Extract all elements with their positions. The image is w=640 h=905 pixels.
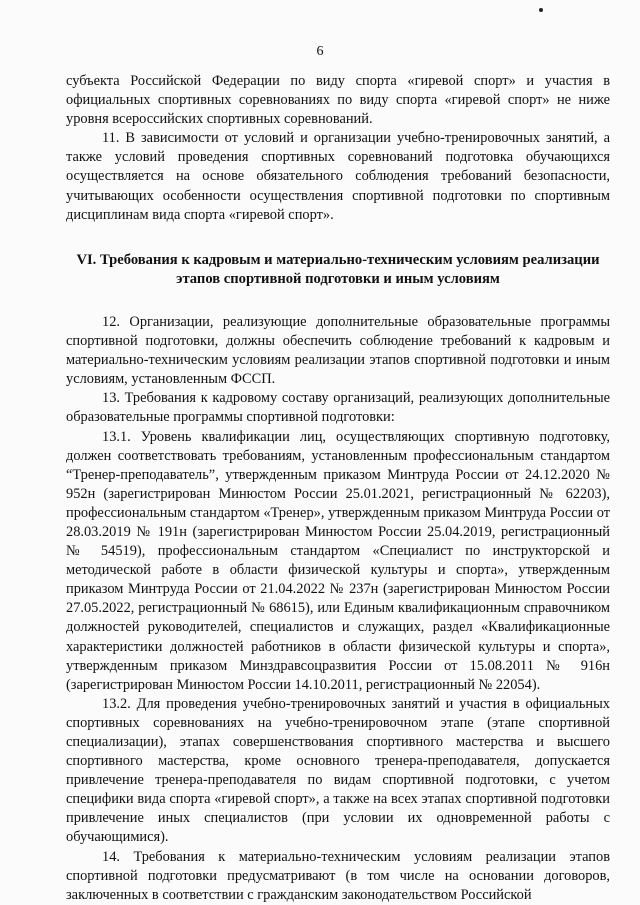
paragraph-14: 14. Требования к материально-техническим условиям реализации этапов спортивной подготовки предусматривают (в том числе на основании договоров, заключенных в соответствии с гражданским законодательством Российской: [66, 848, 610, 903]
paragraph-13-1: 13.1. Уровень квалификации лиц, осуществляющих спортивную подготовку, должен соответствовать требованиям, установленным профессиональным стандартом “Тренер-преподаватель”, утвержденным приказом Минтруда России от 24.12.2020 № 952н (зарегистрирован Минюстом России 25.01.2021, регистрационный № 62203), профессиональным стандартом «Тренер», утвержденным приказом Минтруда России от 28.03.2019 № 191н (зарегистрирован Минюстом России 25.04.2019, регистрационный № 54519), профессиональным стандартом «Специалист по инструкторской и методической работе в области физической культуры и спорта», утвержденным приказом Минтруда России от 21.04.2022 № 237н (зарегистрирован Минюстом России 27.05.2022, регистрационный № 68615), или Единым квалификационным справочником должностей руководителей, специалистов и служащих, раздел «Квалификационные характеристики должностей работников в области физической культуры и спорта», утвержденным приказом Минздравсоцразвития России от 15.08.2011 № 916н (зарегистрирован Минюстом России 14.10.2011, регистрационный № 22054).: [66, 428, 610, 693]
section-heading: VI. Требования к кадровым и материально-техническим условиям реализации этапов спортивной подготовки и иным условиям: [76, 251, 600, 287]
paragraph-12: 12. Организации, реализующие дополнительные образовательные программы спортивной подготовки, должны обеспечить соблюдение требований к кадровым и материально-техническим условиям реализации этапов спортивной подготовки и иным условиям, установленным ФССП.: [66, 313, 610, 388]
scan-speck: [539, 8, 543, 12]
paragraph-13-2: 13.2. Для проведения учебно-тренировочных занятий и участия в официальных спортивных соревнованиях на учебно-тренировочном этапе (этапе спортивной специализации), этапах совершенствования спортивного мастерства и высшего спортивного мастерства, кроме основного тренера-преподавателя, допускается привлечение тренера-преподавателя по видам спортивной подготовки, с учетом специфики вида спорта «гиревой спорт», а также на всех этапах спортивной подготовки привлечение иных специалистов (при условии их одновременной работы с обучающимися).: [66, 695, 610, 846]
page-number: 6: [316, 44, 324, 59]
paragraph-11: 11. В зависимости от условий и организации учебно-тренировочных занятий, а также условий проведения спортивных соревнований подготовка обучающихся осуществляется на основе обязательного соблюдения требований безопасности, учитывающих особенности осуществления спортивной подготовки по спортивным дисциплинам вида спорта «гиревой спорт».: [66, 130, 610, 223]
paragraph-continued: субъекта Российской Федерации по виду спорта «гиревой спорт» и участия в официальных спортивных соревнованиях по виду спорта «гиревой спорт» не ниже уровня всероссийских спортивных соревнований.: [66, 73, 610, 128]
document-body: [66, 72, 610, 905]
paragraph-13: 13. Требования к кадровому составу организаций, реализующих дополнительные образовательные программы спортивной подготовки:: [66, 390, 610, 426]
